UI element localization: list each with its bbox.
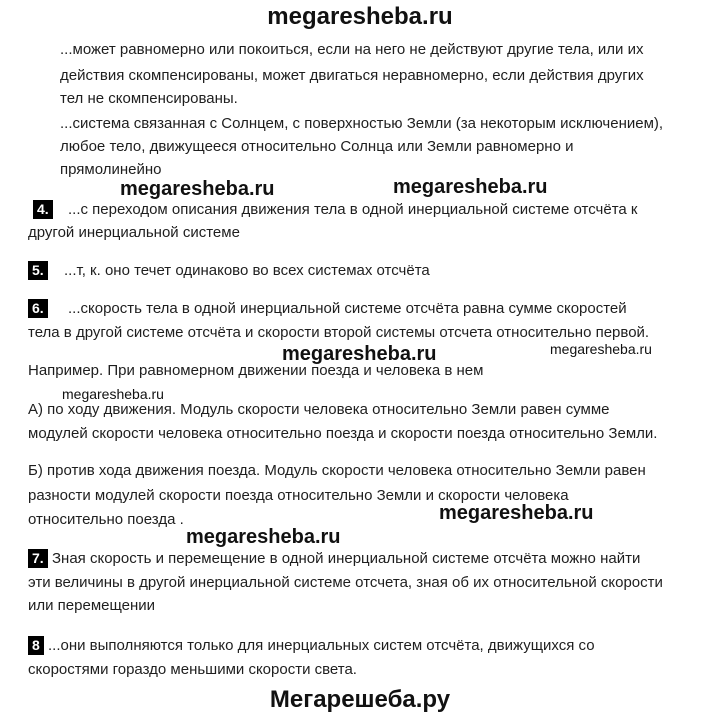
item-number-5: 5. — [28, 261, 48, 280]
intro-line: действия скомпенсированы, может двигаться неравномерно, если действия других — [60, 67, 644, 84]
intro-line: ...может равномерно или покоиться, если на него не действуют другие тела, или их — [60, 41, 644, 58]
intro-line: любое тело, движущееся относительно Солнца или Земли равномерно и — [60, 138, 574, 155]
header-site-title: megaresheba.ru — [267, 3, 453, 30]
item-7-line: Зная скорость и перемещение в одной инерциальной системе отсчёта можно найти — [52, 550, 641, 567]
item-8-line: скоростями гораздо меньшими скорости света. — [28, 661, 357, 678]
item-6-line: разности модулей скорости поезда относительно Земли и скорости человека — [28, 487, 569, 504]
intro-line: прямолинейно — [60, 161, 162, 178]
intro-line: ...система связанная с Солнцем, с поверхностью Земли (за некоторым исключением), — [60, 115, 664, 132]
item-number-6: 6. — [28, 299, 48, 318]
item-8-line: ...они выполняются только для инерциальных систем отсчёта, движущихся со — [48, 637, 595, 654]
item-6-line: относительно поезда . — [28, 511, 184, 528]
item-6-line: ...скорость тела в одной инерциальной системе отсчёта равна сумме скоростей — [68, 300, 627, 317]
watermark: megaresheba.ru — [120, 178, 275, 200]
watermark: megaresheba.ru — [282, 343, 437, 365]
item-6-line: А) по ходу движения. Модуль скорости человека относительно Земли равен сумме — [28, 401, 610, 418]
item-4-line: ...с переходом описания движения тела в одной инерциальной системе отсчёта к — [68, 201, 638, 218]
item-7-line: эти величины в другой инерциальной системе отсчета, зная об их относительной скорости — [28, 574, 663, 591]
item-4-line: другой инерциальной системе — [28, 224, 240, 241]
item-number-4: 4. — [33, 200, 53, 219]
item-6-line: модулей скорости человека относительно поезда и скорости поезда относительно Земли. — [28, 425, 658, 442]
watermark: megaresheba.ru — [62, 386, 164, 402]
intro-line: тел не скомпенсированы. — [60, 90, 238, 107]
watermark: megaresheba.ru — [186, 526, 341, 548]
watermark: megaresheba.ru — [439, 502, 594, 524]
item-6-line: Б) против хода движения поезда. Модуль скорости человека относительно Земли равен — [28, 462, 646, 479]
item-7-line: или перемещении — [28, 597, 156, 614]
footer-site-title: Мегарешеба.ру — [269, 686, 451, 713]
item-number-8: 8 — [28, 636, 44, 655]
item-6-line: Например. При равномерном движении поезда и человека в нем — [28, 362, 484, 379]
watermark: megaresheba.ru — [550, 341, 652, 357]
item-number-7: 7. — [28, 549, 48, 568]
item-6-line: тела в другой системе отсчёта и скорости второй системы отсчета относительно первой. — [28, 324, 650, 341]
item-5-line: ...т, к. оно течет одинаково во всех системах отсчёта — [64, 262, 430, 279]
watermark: megaresheba.ru — [393, 176, 548, 198]
